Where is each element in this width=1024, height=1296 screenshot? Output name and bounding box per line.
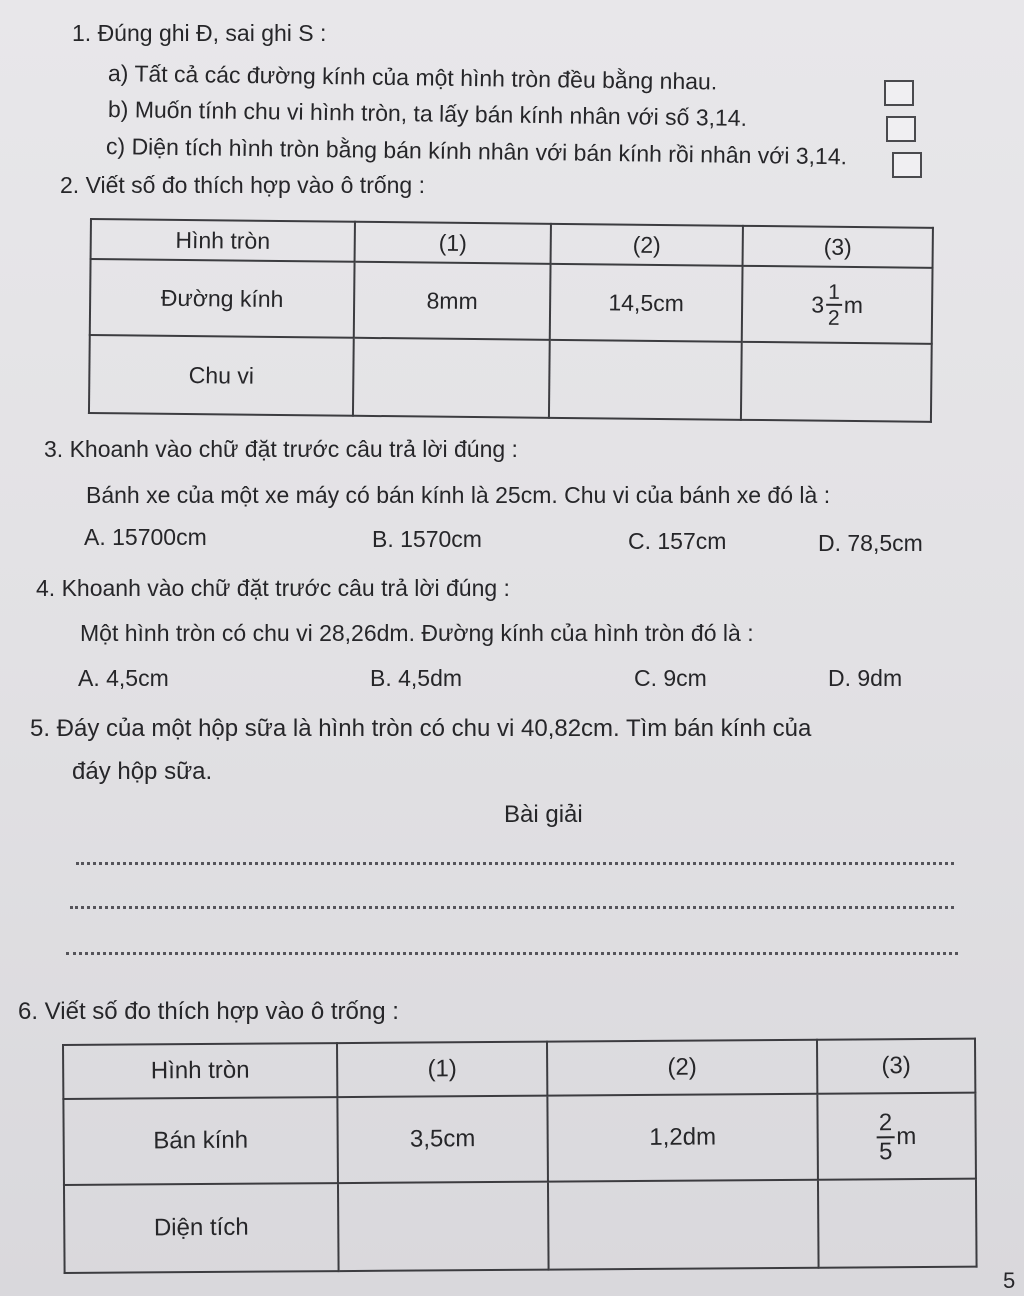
fraction-numerator: 2 [877,1111,895,1138]
fraction-denominator: 5 [878,1137,893,1165]
q5-answer-line-3[interactable] [66,952,958,955]
q6-table [62,1038,978,1274]
q6-header-3: (3) [817,1039,975,1094]
q1-answer-box-a[interactable] [884,80,914,106]
q3-question: Bánh xe của một xe máy có bán kính là 25cm. Chu vi của bánh xe đó là : [86,482,831,508]
q2-cell-1-3 [742,266,933,344]
q2-header-3: (3) [743,226,933,268]
q6-cell-1-3 [817,1093,976,1180]
q3-title: 3. Khoanh vào chữ đặt trước câu trả lời đúng : [44,436,518,462]
q1-title: 1. Đúng ghi Đ, sai ghi S : [72,20,327,46]
q1-answer-box-c[interactable] [892,152,922,178]
q5-answer-line-1[interactable] [76,862,954,865]
q1-answer-box-b[interactable] [886,116,916,142]
q6-header-2: (2) [547,1040,817,1096]
q3-option-b[interactable]: B. 1570cm [372,526,482,552]
q1-item-c: c) Diện tích hình tròn bằng bán kính nhân với bán kính rồi nhân với 3,14. [105,133,848,170]
q5-question-line2: đáy hộp sữa. [72,758,213,785]
q2-title: 2. Viết số đo thích hợp vào ô trống : [60,172,426,198]
q6-row-dien-tich-label: Diện tích [64,1183,339,1273]
q2-cell-1-2: 14,5cm [550,264,743,342]
q6-header-hinh-tron: Hình tròn [63,1043,337,1099]
q5-question-line1: 5. Đáy của một hộp sữa là hình tròn có chu vi 40,82cm. Tìm bán kính của [30,715,812,742]
q4-title: 4. Khoanh vào chữ đặt trước câu trả lời đúng : [36,575,510,601]
q6-title: 6. Viết số đo thích hợp vào ô trống : [18,998,399,1025]
mixed-fraction [811,281,863,329]
q6-header-1: (1) [337,1042,547,1097]
q2-header-2: (2) [551,224,743,266]
q1-item-a: a) Tất cả các đường kính của một hình tròn đều bằng nhau. [107,60,718,95]
q2-row-duong-kinh-label: Đường kính [90,259,355,338]
fraction-numerator: 1 [826,281,842,305]
q4-option-b[interactable]: B. 4,5dm [370,665,463,691]
q5-answer-line-2[interactable] [70,906,954,909]
q6-row-ban-kinh-label: Bán kính [63,1097,338,1185]
q6-cell-1-1: 3,5cm [337,1096,548,1183]
q4-option-d[interactable]: D. 9dm [828,665,903,691]
q2-header-hinh-tron: Hình tròn [91,219,355,262]
q2-row-chu-vi-label: Chu vi [89,335,354,416]
q1-item-b: b) Muốn tính chu vi hình tròn, ta lấy bán kính nhân với số 3,14. [107,96,748,131]
q6-blank-2[interactable] [548,1180,819,1270]
q2-table [88,218,934,423]
q4-option-c[interactable]: C. 9cm [634,665,707,691]
q2-blank-3[interactable] [741,342,932,422]
fraction [877,1108,917,1165]
page-number: 5 [1003,1268,1016,1293]
q4-question: Một hình tròn có chu vi 28,26dm. Đường kính của hình tròn đó là : [80,620,754,646]
fraction-unit: m [843,291,864,318]
q2-blank-1[interactable] [353,338,550,418]
q2-blank-2[interactable] [549,340,742,420]
q3-option-c[interactable]: C. 157cm [628,528,727,554]
q5-solution-label: Bài giải [504,801,583,828]
q2-cell-1-1: 8mm [354,262,551,340]
fraction-denominator: 2 [827,306,840,330]
q6-cell-1-2: 1,2dm [547,1094,818,1182]
fraction-whole: 3 [811,291,825,318]
fraction-unit: m [896,1123,917,1151]
q3-option-a[interactable]: A. 15700cm [84,524,207,550]
q6-blank-3[interactable] [818,1179,977,1268]
q3-option-d[interactable]: D. 78,5cm [818,530,923,556]
q6-blank-1[interactable] [338,1182,549,1271]
q4-option-a[interactable]: A. 4,5cm [78,665,169,691]
q2-header-1: (1) [355,222,551,264]
